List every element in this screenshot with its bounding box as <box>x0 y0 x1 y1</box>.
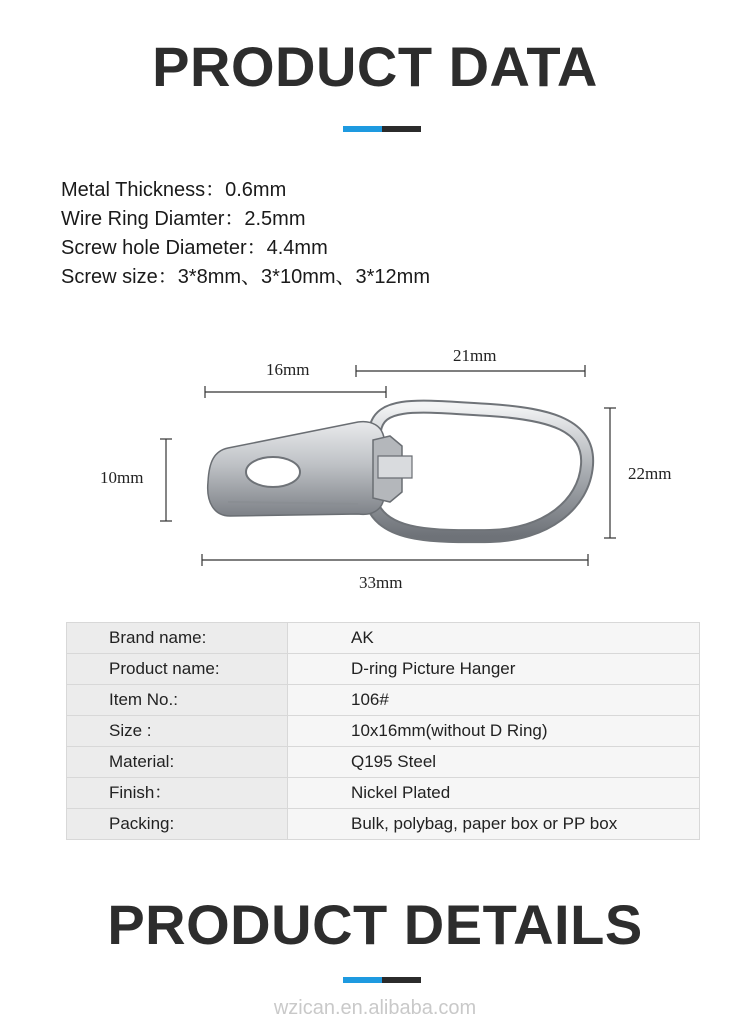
section-divider <box>343 977 421 983</box>
row-value: Nickel Plated <box>288 778 700 808</box>
product-spec-table <box>66 622 700 840</box>
table-row <box>66 623 700 654</box>
d-ring-hanger-illustration <box>90 330 690 600</box>
table-row <box>66 778 700 809</box>
row-value: Bulk, polybag, paper box or PP box <box>288 809 700 839</box>
row-label: Product name: <box>66 654 288 684</box>
row-label: Size : <box>66 716 288 746</box>
table-row <box>66 747 700 778</box>
table-row <box>66 809 700 840</box>
divider-dark-segment <box>382 977 421 983</box>
section-title: PRODUCT DETAILS <box>107 893 643 956</box>
product-dimension-figure <box>90 330 690 600</box>
spec-screw-size: Screw size：3*8mm、3*10mm、3*12mm <box>61 266 430 288</box>
row-label: Packing: <box>66 809 288 839</box>
table-row <box>66 685 700 716</box>
spec-wire-ring-diameter: Wire Ring Diamter：2.5mm <box>61 208 306 230</box>
divider-dark-segment <box>382 126 421 132</box>
dim-ring-width: 21mm <box>453 346 497 365</box>
spec-screw-hole-diameter: Screw hole Diameter：4.4mm <box>61 237 328 259</box>
row-value: AK <box>288 623 700 653</box>
dim-plate-width: 16mm <box>266 360 310 379</box>
watermark: wzican.en.alibaba.com <box>273 997 477 1019</box>
dim-total-length: 33mm <box>359 573 403 592</box>
page-title: PRODUCT DATA <box>152 35 598 98</box>
divider-blue-segment <box>343 977 382 983</box>
divider-blue-segment <box>343 126 382 132</box>
row-value: D-ring Picture Hanger <box>288 654 700 684</box>
row-value: 106# <box>288 685 700 715</box>
table-row <box>66 716 700 747</box>
row-value: 10x16mm(without D Ring) <box>288 716 700 746</box>
title-divider <box>343 126 421 132</box>
row-value: Q195 Steel <box>288 747 700 777</box>
row-label: Brand name: <box>66 623 288 653</box>
spec-list <box>61 176 701 292</box>
row-label: Item No.: <box>66 685 288 715</box>
dim-height-right: 22mm <box>628 464 672 483</box>
table-row <box>66 654 700 685</box>
row-label: Finish： <box>66 778 288 808</box>
row-label: Material: <box>66 747 288 777</box>
dim-height-left: 10mm <box>100 468 144 487</box>
hanger-plate <box>208 422 412 516</box>
spec-metal-thickness: Metal Thickness：0.6mm <box>61 179 287 201</box>
